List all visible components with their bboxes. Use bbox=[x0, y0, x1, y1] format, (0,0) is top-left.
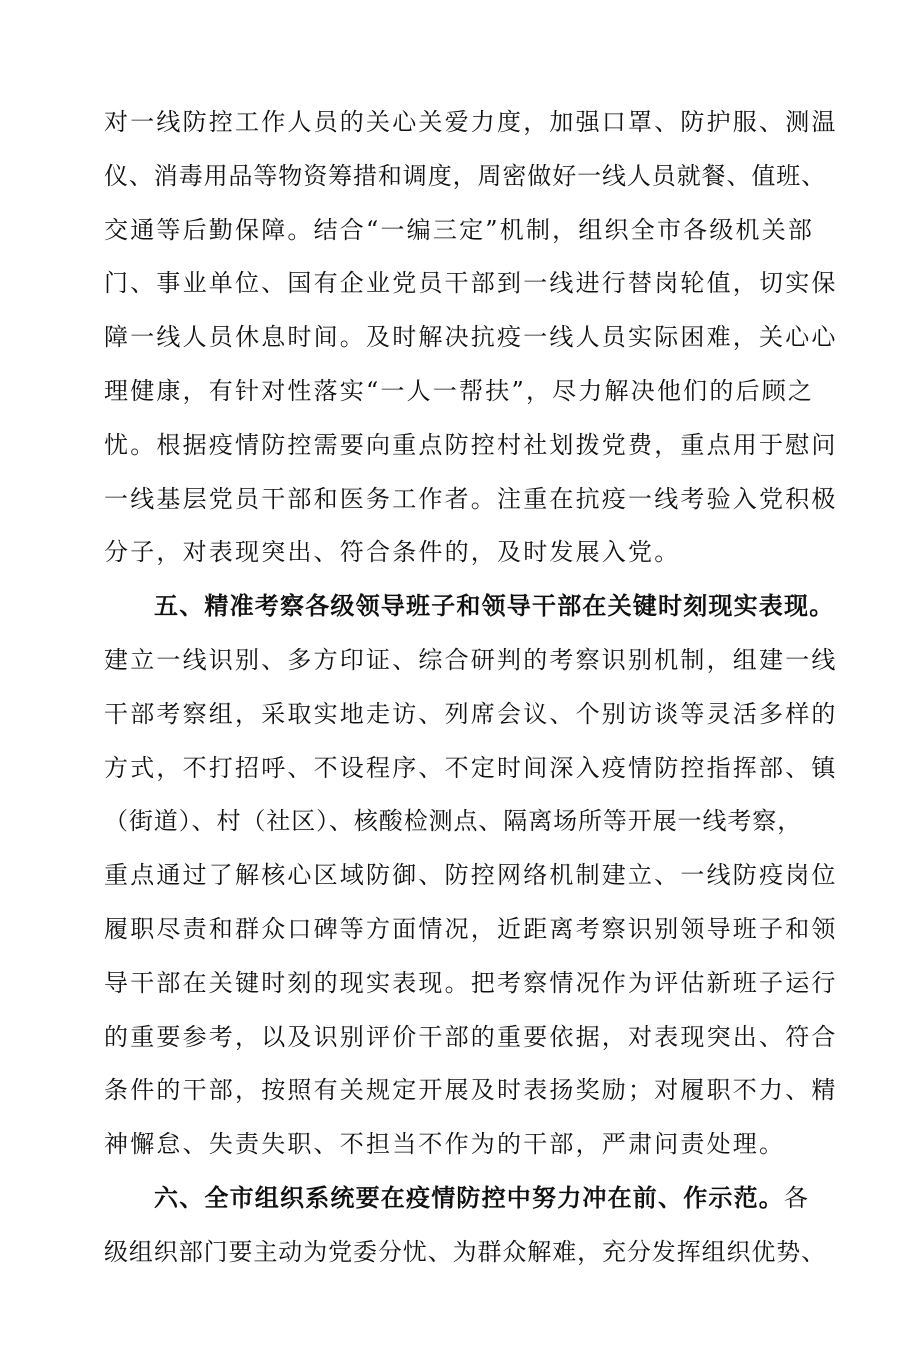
text-line: 理健康，有针对性落实“一人一帮扶”，尽力解决他们的后顾之 bbox=[104, 376, 815, 405]
text-line: 一线基层党员干部和医务工作者。注重在抗疫一线考验入党积极 bbox=[104, 484, 838, 513]
text-line: 重点通过了解核心区域防御、防控网络机制建立、一线防疫岗位 bbox=[104, 861, 838, 890]
section-6-first-line bbox=[104, 1172, 824, 1226]
text-line: 仪、消毒用品等物资筹措和调度，周密做好一线人员就餐、值班、 bbox=[104, 161, 827, 190]
text-span: 各 bbox=[784, 1183, 811, 1212]
text-line: 的重要参考，以及识别评价干部的重要依据，对表现突出、符合 bbox=[104, 1022, 838, 1051]
text-line: （街道）、村（社区）、核酸检测点、隔离场所等开展一线考察， bbox=[104, 807, 803, 836]
text-line: 级组织部门要主动为党委分忧、为群众解难，充分发挥组织优势、 bbox=[104, 1237, 827, 1266]
section-heading: 六、全市组织系统要在疫情防控中努力冲在前、作示范。 bbox=[154, 1183, 784, 1212]
text-line: 方式，不打招呼、不设程序、不定时间深入疫情防控指挥部、镇 bbox=[104, 753, 838, 782]
text-line: 门、事业单位、国有企业党员干部到一线进行替岗轮值，切实保 bbox=[104, 269, 838, 298]
section-heading: 五、精准考察各级领导班子和领导干部在关键时刻现实表现。 bbox=[154, 592, 835, 621]
text-line: 分子，对表现突出、符合条件的，及时发展入党。 bbox=[104, 538, 681, 567]
text-line: 干部考察组，采取实地走访、列席会议、个别访谈等灵活多样的 bbox=[104, 699, 838, 728]
body-text bbox=[104, 96, 838, 1280]
text-line: 忧。根据疫情防控需要向重点防控村社划拨党费，重点用于慰问 bbox=[104, 430, 838, 459]
text-line: 建立一线识别、多方印证、综合研判的考察识别机制，组建一线 bbox=[104, 645, 838, 674]
text-line: 对一线防控工作人员的关心关爱力度，加强口罩、防护服、测温 bbox=[104, 108, 838, 136]
text-line: 导干部在关键时刻的现实表现。把考察情况作为评估新班子运行 bbox=[104, 968, 838, 997]
text-line: 障一线人员休息时间。及时解决抗疫一线人员实际困难，关心心 bbox=[104, 323, 838, 352]
text-line: 履职尽责和群众口碑等方面情况，近距离考察识别领导班子和领 bbox=[104, 914, 838, 943]
text-line: 交通等后勤保障。结合“一编三定”机制，组织全市各级机关部 bbox=[104, 215, 815, 244]
text-line: 条件的干部，按照有关规定开展及时表扬奖励；对履职不力、精 bbox=[104, 1076, 838, 1105]
text-line: 神懈怠、失责失职、不担当不作为的干部，严肃问责处理。 bbox=[104, 1130, 786, 1159]
